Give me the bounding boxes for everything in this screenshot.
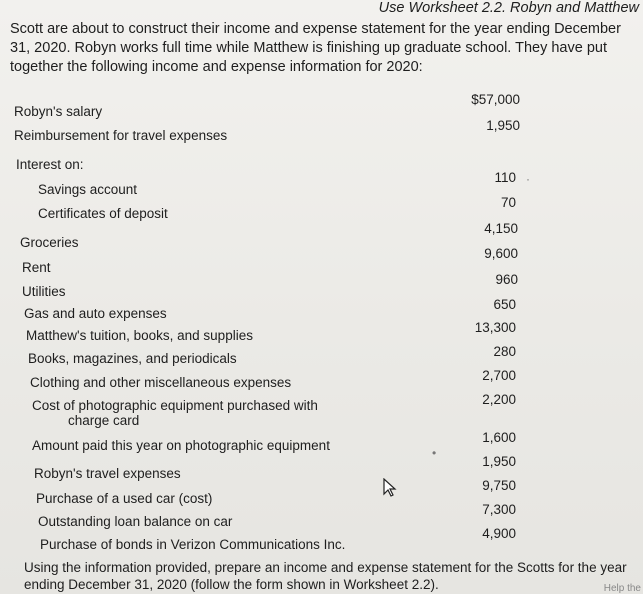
instructions-paragraph: Using the information provided, prepare an income and expense statement for the Scotts for the year ending December 31, 2020 (follow the form shown in Worksheet 2.2). bbox=[24, 560, 627, 592]
item-label: Matthew's tuition, books, and supplies bbox=[26, 328, 253, 343]
item-value: 1,600 bbox=[482, 430, 516, 445]
item-label: Clothing and other miscellaneous expenses bbox=[30, 375, 292, 390]
item-label: Certificates of deposit bbox=[38, 206, 168, 221]
item-value: 280 bbox=[493, 344, 516, 359]
item-value: 2,200 bbox=[482, 392, 516, 407]
item-label: Purchase of a used car (cost) bbox=[36, 491, 213, 506]
item-label: Purchase of bonds in Verizon Communications Inc. bbox=[40, 537, 346, 552]
item-label: Books, magazines, and periodicals bbox=[28, 351, 237, 366]
item-label bbox=[32, 398, 318, 428]
item-value: 4,150 bbox=[484, 221, 518, 236]
item-label: Robyn's salary bbox=[14, 104, 103, 119]
item-value: 1,950 bbox=[486, 118, 520, 133]
worksheet-header: Use Worksheet 2.2. Robyn and Matthew bbox=[378, 0, 639, 16]
item-value: 9,600 bbox=[484, 246, 518, 261]
item-value: 110 bbox=[494, 170, 516, 185]
stray-dot: • bbox=[432, 446, 437, 460]
item-value: 9,750 bbox=[482, 478, 516, 493]
item-label-line2: charge card bbox=[68, 413, 140, 428]
item-value: $57,000 bbox=[471, 92, 520, 107]
item-label: Reimbursement for travel expenses bbox=[14, 128, 228, 143]
item-value: 13,300 bbox=[474, 320, 516, 335]
stray-mark: · bbox=[526, 172, 530, 186]
intro-paragraph: Scott are about to construct their income and expense statement for the year ending December 31, 2020. Robyn works full time while Matthew is finishing up graduate school. They have put together the following income and expense information for 2020: bbox=[10, 21, 621, 75]
item-value: 70 bbox=[500, 195, 516, 210]
item-label: Gas and auto expenses bbox=[24, 306, 167, 321]
item-value: 7,300 bbox=[482, 502, 516, 517]
item-label-line1: Cost of photographic equipment purchased with bbox=[32, 398, 318, 413]
item-label: Groceries bbox=[20, 235, 79, 250]
item-label: Amount paid this year on photographic equipment bbox=[32, 438, 330, 453]
item-value: 650 bbox=[493, 297, 516, 312]
item-label: Rent bbox=[22, 260, 51, 275]
item-label: Utilities bbox=[22, 284, 66, 299]
mouse-cursor-icon bbox=[382, 478, 398, 498]
item-value: 1,950 bbox=[482, 454, 516, 469]
item-label: Outstanding loan balance on car bbox=[38, 514, 233, 529]
item-label: Savings account bbox=[38, 182, 138, 197]
item-label: Robyn's travel expenses bbox=[34, 466, 181, 481]
item-value: 2,700 bbox=[482, 368, 516, 383]
cut-off-text: Help the bbox=[603, 583, 641, 594]
item-value: 4,900 bbox=[482, 526, 516, 541]
item-label: Interest on: bbox=[16, 157, 84, 172]
item-value: 960 bbox=[495, 272, 518, 287]
